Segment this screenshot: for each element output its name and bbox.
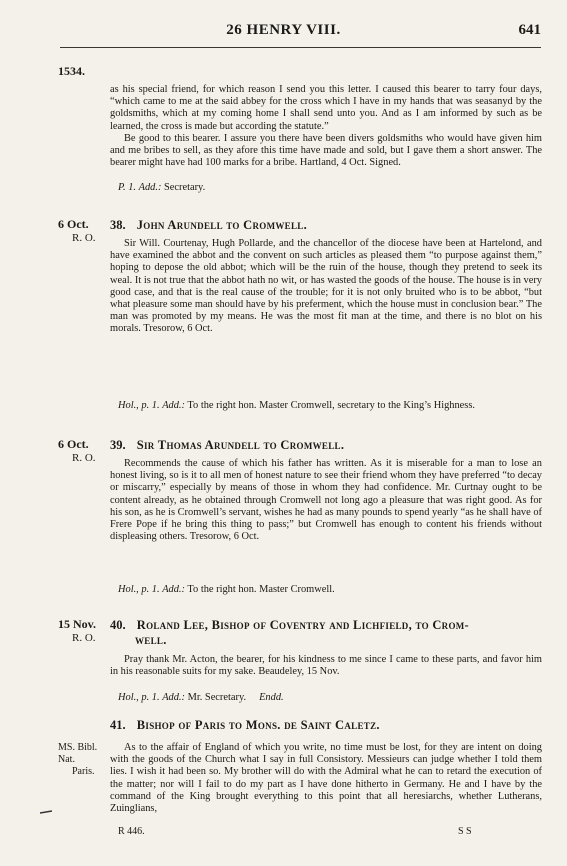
entry-title: Sir Thomas Arundell to Cromwell. <box>136 438 345 452</box>
entry-title-line-2: well. <box>135 633 167 647</box>
entry-38-text: Sir Will. Courtenay, Hugh Pollarde, and the chancellor of the diocese have been at Hartelond, and have examined the abbot and the convent on such articles as pleased them “to purpose against them,” hoping to depose the old abbot; which will be the ruin of the house, though they pretend to seek its weal. It is not true that the abbot hath no wit, or has wasted the goods of the house. The house is in very good case, and that is the real cause of the trouble; for it is not only bruited who is to be abbot, “but what pleasure some man should have by his preferment, which the house must in conclusion bear.” The man was promoted by my means. He was the most fit man at the time, and there is no blot on his morals. Tresorow, 6 Oct. <box>110 238 542 335</box>
entry-41-source: MS. Bibl. Nat. Paris. <box>58 742 98 777</box>
header-rule <box>60 47 541 48</box>
entry-40-date: 15 Nov. <box>58 617 97 631</box>
entry-40-heading-cont <box>135 633 567 647</box>
entry-39-source: R. O. <box>72 452 96 464</box>
entry-40-note: Hol., p. 1. Add.: Mr. Secretary. Endd. <box>118 692 284 703</box>
page-number: 641 <box>518 22 541 38</box>
page-header <box>0 22 567 44</box>
entry-38-source: R. O. <box>72 232 96 244</box>
ink-mark <box>40 810 52 814</box>
footer-signature-right: S S <box>458 826 472 837</box>
entry-number: 38. <box>110 218 126 232</box>
entry-40-heading <box>110 618 550 632</box>
footer-signature-left: R 446. <box>118 826 145 837</box>
entry-38-heading <box>110 218 550 232</box>
margin-year: 1534. <box>58 64 85 78</box>
entry-title: Bishop of Paris to Mons. de Saint Caletz. <box>136 718 380 732</box>
entry-41-text: As to the affair of England of which you write, no time must be lost, for they are intent on doing with the goods of the Church what I say in full Consistory. Messieurs can judge whether I told them lies. I wish it had been so. My brother will do with the Admiral what he can to retard the execution of the matter; nor will I fail to do my part as I have done hitherto in Germany. He and I have by the command of the King brought everything to this point that all heresiarchs, whether Lutherans, Zuinglians, <box>110 742 542 815</box>
intro-paragraph-2: Be good to this bearer. I assure you there have been divers goldsmiths who would have given him and me bribes to sell, as they afore this time have made and sold, but I gave them a short answer. The bearer might have had 100 marks for a bribe. Hartland, 4 Oct. Signed. <box>110 132 542 169</box>
entry-39-date: 6 Oct. <box>58 437 89 451</box>
entry-41-heading <box>110 718 550 732</box>
intro-note: P. 1. Add.: Secretary. <box>118 182 206 193</box>
running-title: 26 HENRY VIII. <box>226 22 341 38</box>
entry-title: John Arundell to Cromwell. <box>136 218 308 232</box>
entry-39-heading <box>110 438 550 452</box>
entry-title-line-1: Roland Lee, Bishop of Coventry and Lichfield, to Crom- <box>136 618 469 632</box>
entry-39-note: Hol., p. 1. Add.: To the right hon. Master Cromwell. <box>118 584 335 595</box>
entry-38-note: Hol., p. 1. Add.: To the right hon. Master Cromwell, secretary to the King’s Highness. <box>118 400 475 411</box>
entry-40-text: Pray thank Mr. Acton, the bearer, for his kindness to me since I came to these parts, and favor him in his reasonable suits for my sake. Beaudeley, 15 Nov. <box>110 654 542 678</box>
entry-39-text: Recommends the cause of which his father has written. As it is miserable for a man to lose an honest living, so is it to all men of honest nature to see their friend whom they have preferred “to decay or miscarry,” especially by means of those in whom they had confidence. Mr. Curtnay ought to be content already, as he obtained through Cromwell not long ago a pleasure that was right good. As for his son, as he is Cromwell’s servant, wishes he had as many pounds to spend yearly “as he shall have of Frere Pope if he bring this thing to pass;” but Cromwell has enough to content his friends without displeasing others. Tresorow, 6 Oct. <box>110 458 542 543</box>
entry-38-date: 6 Oct. <box>58 217 89 231</box>
intro-text <box>110 84 542 169</box>
entry-number: 40. <box>110 618 126 632</box>
entry-number: 41. <box>110 718 126 732</box>
entry-number: 39. <box>110 438 126 452</box>
entry-40-source: R. O. <box>72 632 96 644</box>
intro-paragraph-1: as his special friend, for which reason I send you this letter. I caused this bearer to tarry four days, “which came to me at the said abbey for the cross which I have in my hands that was seasanyd by the goldsmiths, which at my coming home I shall send unto you. And as I am informed by such as be learned, the cross is made but according the statute.” <box>110 84 542 132</box>
